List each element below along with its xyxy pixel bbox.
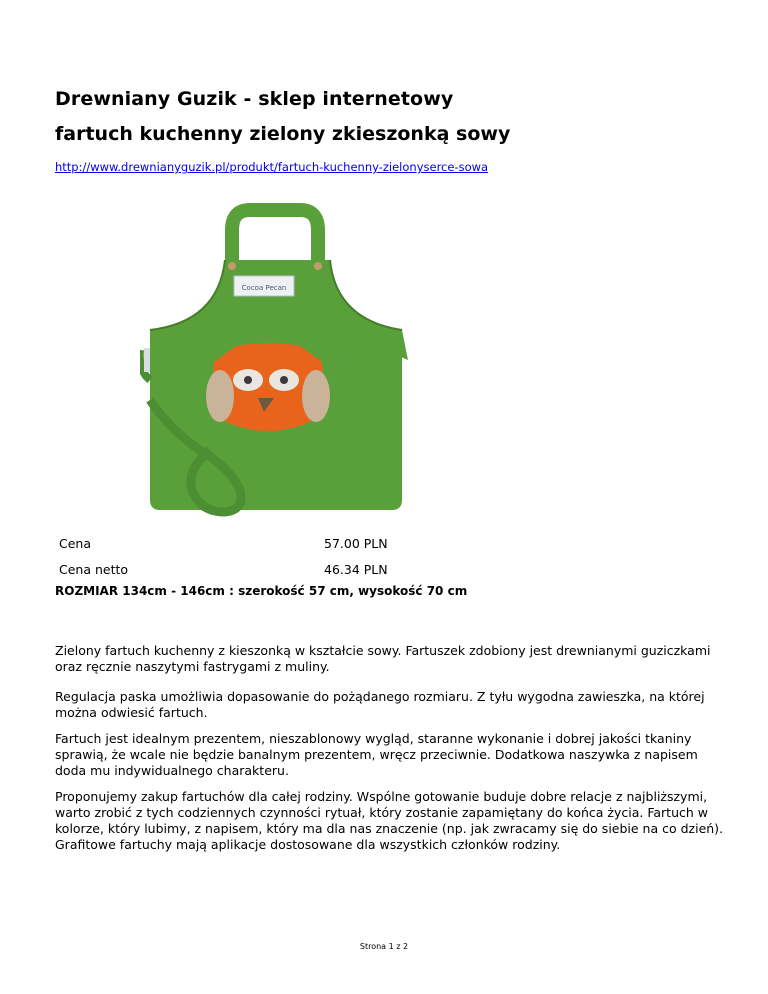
apron-image [140,200,420,520]
net-price-label: Cena netto [59,561,129,577]
product-title: fartuch kuchenny zielony zkieszonką sowy [55,123,511,145]
price-row [55,530,515,556]
product-link[interactable]: http://www.drewnianyguzik.pl/produkt/fartuch-kuchenny-zielonyserce-sowa [55,160,489,174]
page-number: Strona 1 z 2 [359,942,409,951]
description-paragraph: Zielony fartuch kuchenny z kieszonką w kształcie sowy. Fartuszek zdobiony jest drewnianymi guziczkami oraz ręcznie naszytymi fastrygami z muliny. [55,643,711,674]
description-paragraph: Fartuch jest idealnym prezentem, nieszablonowy wygląd, staranne wykonanie i dobrej jakości tkaniny sprawią, że wcale nie będzie banalnym prezentem, wręcz przeciwnie. Dodatkowa naszywka z napisem doda mu indywidualnego charakteru. [55,731,698,778]
price-value: 57.00 PLN [324,535,388,551]
description-paragraph: Proponujemy zakup fartuchów dla całej rodziny. Wspólne gotowanie buduje dobre relacje z najbliższymi, warto zrobić z tych codziennych czynności rytuał, który zostanie zapamiętany do końca życia. Fartuch w kolorze, który lubimy, z napisem, który ma dla nas znaczenie (np. jak zwracamy się do siebie na co dzień). Grafitowe fartuchy mają aplikacje dostosowane dla wszystkich członków rodziny. [55,789,724,852]
net-price-value: 46.34 PLN [324,561,388,577]
apron-tag-text: Cocoa Pecan [241,284,287,292]
description-paragraph: Regulacja paska umożliwia dopasowanie do pożądanego rozmiaru. Z tyłu wygodna zawieszka, na której można odwiesić fartuch. [55,689,705,720]
price-label: Cena [59,535,92,551]
size-info: ROZMIAR 134cm - 146cm : szerokość 57 cm, wysokość 70 cm [55,584,468,598]
net-price-row [55,556,515,582]
shop-title: Drewniany Guzik - sklep internetowy [55,88,454,110]
price-table [55,530,515,582]
